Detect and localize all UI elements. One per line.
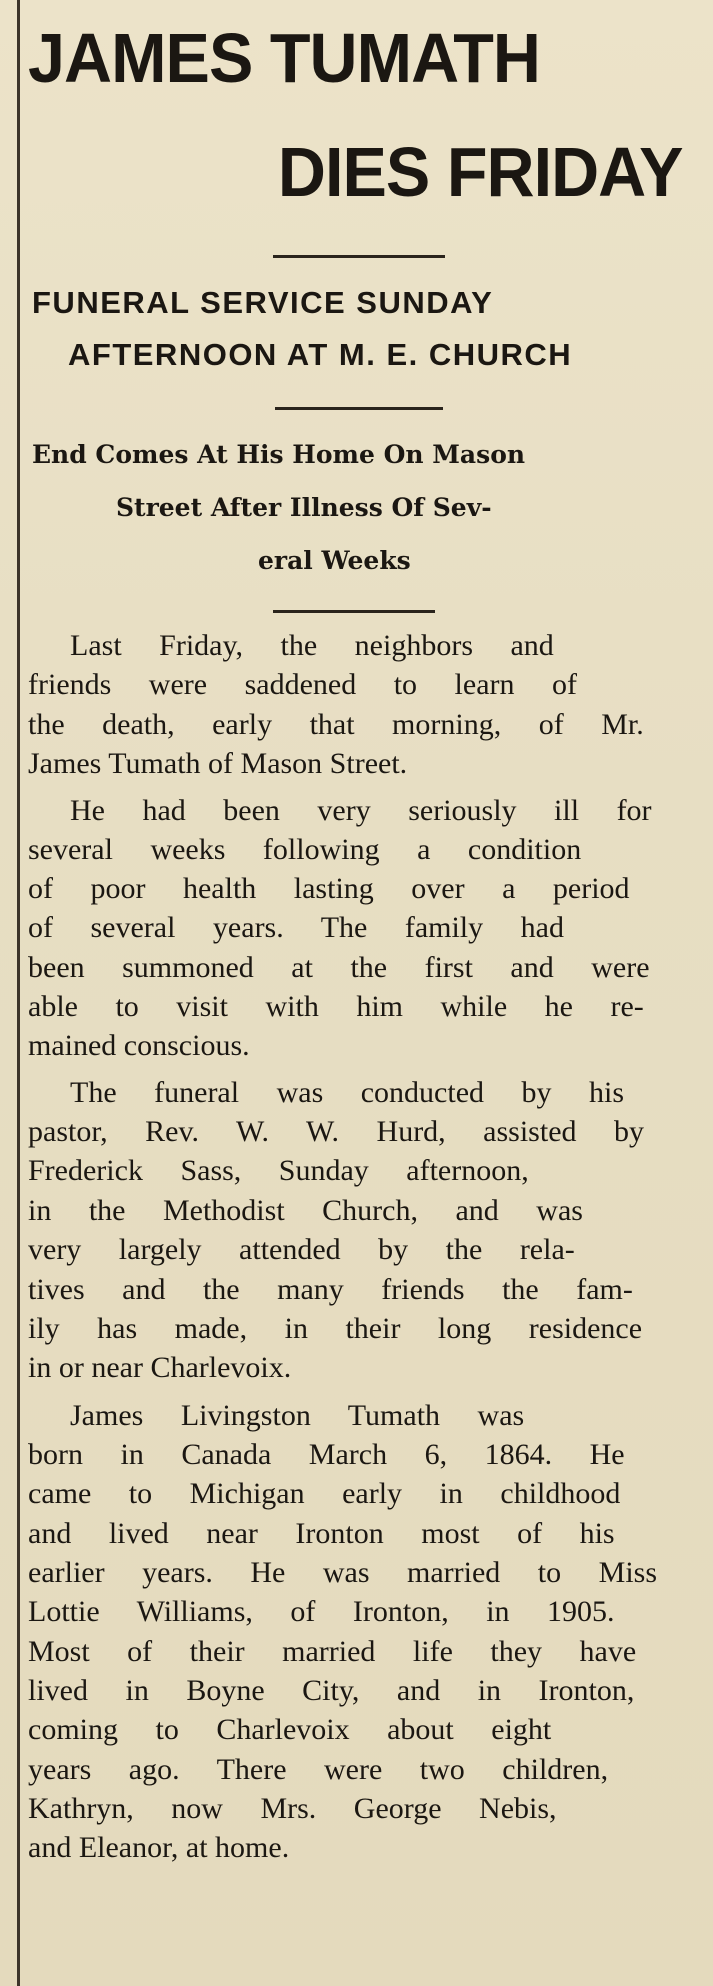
deck-line-1: End Comes At His Home On Mason — [32, 440, 526, 469]
deck-line-2: Street After Illness Of Sev- — [116, 493, 492, 522]
body-text-line: coming to Charlevoix about eight — [28, 1713, 552, 1746]
body-text-line: Most of their married life they have — [28, 1635, 637, 1668]
body-text-line: able to visit with him while he re- — [28, 990, 644, 1023]
body-text-line: several weeks following a condition — [28, 833, 582, 866]
body-text-line: and Eleanor, at home. — [28, 1831, 290, 1864]
body-text-line: James Livingston Tumath was — [70, 1399, 525, 1432]
body-text-line: tives and the many friends the fam- — [28, 1273, 633, 1306]
body-text-line: very largely attended by the rela- — [28, 1233, 575, 1266]
body-text-line: been summoned at the first and were — [28, 951, 650, 984]
subheadline-line-1: FUNERAL SERVICE SUNDAY — [32, 285, 494, 320]
body-text-line: born in Canada March 6, 1864. He — [28, 1438, 625, 1471]
headline-line-1: JAMES TUMATH — [28, 19, 540, 97]
body-text-line: pastor, Rev. W. W. Hurd, assisted by — [28, 1115, 645, 1148]
body-text-line: Lottie Williams, of Ironton, in 1905. — [28, 1595, 615, 1628]
body-text-line: James Tumath of Mason Street. — [28, 747, 408, 780]
article-column — [28, 0, 683, 1986]
column-rule — [17, 0, 20, 1986]
body-text-line: lived in Boyne City, and in Ironton, — [28, 1674, 635, 1707]
body-text-line: The funeral was conducted by his — [70, 1076, 625, 1109]
body-text-line: in the Methodist Church, and was — [28, 1194, 583, 1227]
divider-rule — [275, 407, 443, 410]
body-text-line: He had been very seriously ill for — [70, 794, 652, 827]
headline-line-2: DIES FRIDAY — [277, 133, 683, 211]
body-text-line: mained conscious. — [28, 1029, 250, 1062]
body-text-line: years ago. There were two children, — [28, 1753, 609, 1786]
body-text-line: of several years. The family had — [28, 911, 564, 944]
body-text-line: earlier years. He was married to Miss — [28, 1556, 658, 1589]
body-text-line: in or near Charlevoix. — [28, 1351, 292, 1384]
body-text-line: and lived near Ironton most of his — [28, 1517, 615, 1550]
body-text-line: of poor health lasting over a period — [28, 872, 630, 905]
body-text-line: friends were saddened to learn of — [28, 668, 577, 701]
body-text-line: the death, early that morning, of Mr. — [28, 708, 644, 741]
body-text-line: came to Michigan early in childhood — [28, 1477, 621, 1510]
divider-rule — [273, 610, 435, 613]
body-text-line: ily has made, in their long residence — [28, 1312, 643, 1345]
body-text-line: Frederick Sass, Sunday afternoon, — [28, 1154, 529, 1187]
subheadline-line-2: AFTERNOON AT M. E. CHURCH — [68, 337, 573, 372]
deck-line-3: eral Weeks — [258, 546, 411, 575]
body-text-line: Last Friday, the neighbors and — [70, 629, 554, 662]
divider-rule — [273, 255, 445, 258]
body-text-line: Kathryn, now Mrs. George Nebis, — [28, 1792, 557, 1825]
